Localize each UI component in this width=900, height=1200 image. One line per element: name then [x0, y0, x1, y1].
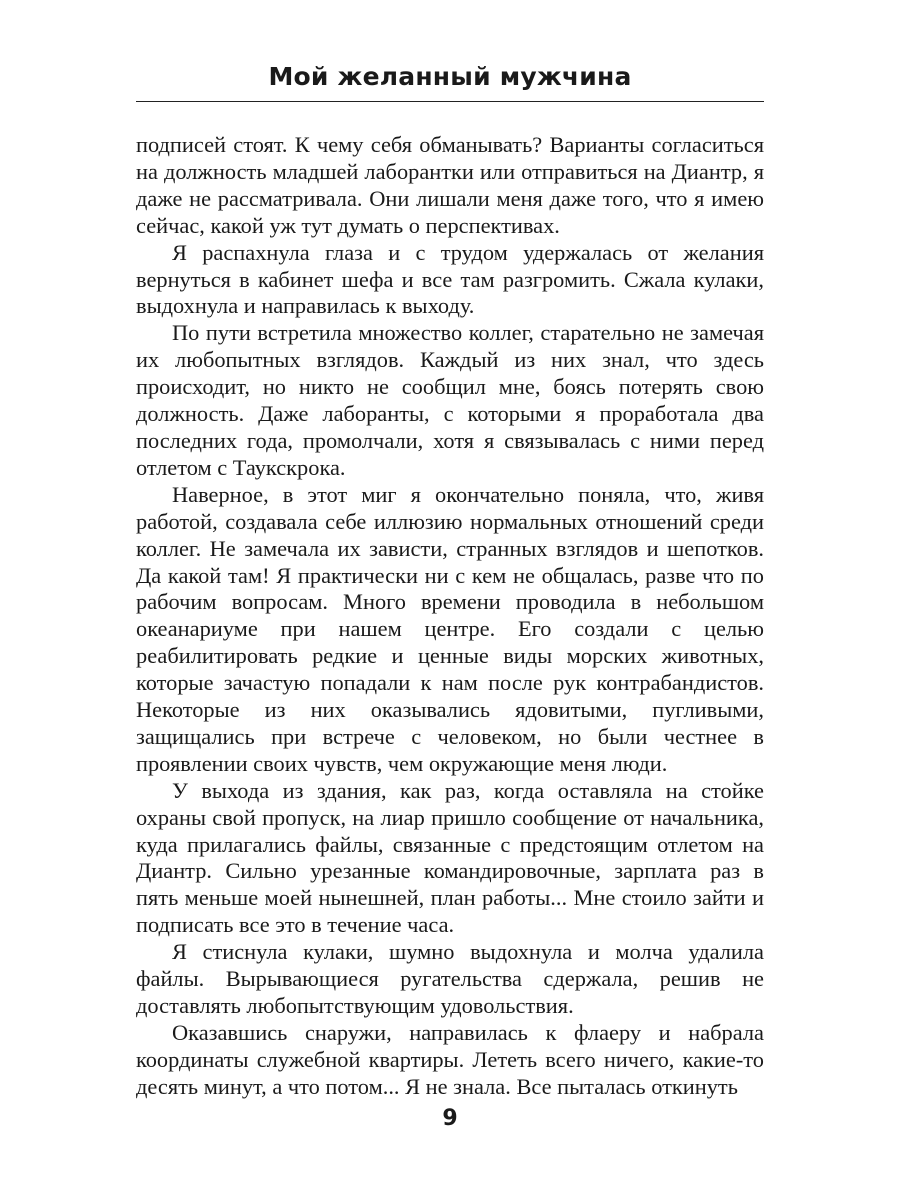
body-text: [136, 132, 764, 1101]
running-header-title: Мой желанный мужчина: [268, 62, 632, 91]
header-rule: [136, 101, 764, 102]
paragraph-2: Я распахнула глаза и с трудом удержалась от желания вернуться в кабинет шефа и все там разгромить. Сжала кулаки, выдохнула и направилась к выходу.: [136, 239, 764, 319]
paragraph-5: У выхода из здания, как раз, когда оставляла на стойке охраны свой пропуск, на лиар пришло сообщение от начальника, куда прилагались файлы, связанные с предстоящим отлетом на Диантр. Сильно урезанные командировочные, зарплата раз в пять меньше моей нынешней, план работы... Мне стоило зайти и подписать все это в течение часа.: [136, 777, 764, 938]
paragraph-3: По пути встретила множество коллег, старательно не замечая их любопытных взглядов. Каждый из них знал, что здесь происходит, но никто не сообщил мне, боясь потерять свою должность. Даже лаборанты, с которыми я проработала два последних года, промолчали, хотя я связывалась с ними перед отлетом с Таукскрока.: [136, 320, 764, 480]
paragraph-7: Оказавшись снаружи, направилась к флаеру и набрала координаты служебной квартиры. Лететь всего ничего, какие-то десять минут, а что потом... Я не знала. Все пыталась откинуть: [136, 1019, 764, 1099]
paragraph-4: Наверное, в этот миг я окончательно поняла, что, живя работой, создавала себе иллюзию нормальных отношений среди коллег. Не замечала их зависти, странных взглядов и шепотков. Да какой там! Я практически ни с кем не общалась, разве что по рабочим вопросам. Много времени проводила в небольшом океанариуме при нашем центре. Его создали с целью реабилитировать редкие и ценные виды морских животных, которые зачастую попадали к нам после рук контрабандистов. Некоторые из них оказывались ядовитыми, пугливыми, защищались при встрече с человеком, но были честнее в проявлении своих чувств, чем окружающие меня люди.: [136, 481, 764, 776]
paragraph-6: Я стиснула кулаки, шумно выдохнула и молча удалила файлы. Вырывающиеся ругательства сдержала, решив не доставлять любопытствующим удовольствия.: [136, 939, 764, 1018]
paragraph-1: подписей стоят. К чему себя обманывать? Варианты согласиться на должность младшей лаборантки или отправиться на Диантр, я даже не рассматривала. Они лишали меня даже того, что я имею сейчас, какой уж тут думать о перспективах.: [136, 132, 764, 238]
page-number: 9: [442, 1106, 458, 1131]
